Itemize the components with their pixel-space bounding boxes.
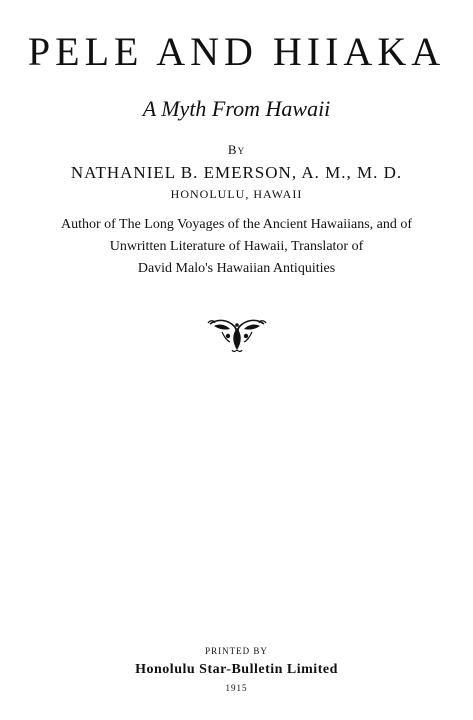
publication-year: 1915: [225, 683, 248, 693]
floral-ornament-icon: [206, 314, 268, 354]
author-location: HONOLULU, HAWAII: [170, 187, 303, 201]
author-credit-line-1: Author of The Long Voyages of the Ancient Hawaiians, and of: [60, 217, 413, 232]
author-credit-line-2: Unwritten Literature of Hawaii, Translator of: [109, 239, 364, 254]
author-credit-line-3: David Malo's Hawaiian Antiquities: [137, 261, 336, 276]
book-subtitle: A Myth From Hawaii: [142, 96, 331, 121]
author-name: NATHANIEL B. EMERSON, A. M., M. D.: [70, 163, 403, 182]
printer-name: Honolulu Star-Bulletin Limited: [135, 662, 338, 677]
by-line: By: [227, 142, 246, 157]
printed-by-label: PRINTED BY: [205, 646, 268, 656]
book-title: PELE AND HIIAKA: [27, 29, 446, 74]
